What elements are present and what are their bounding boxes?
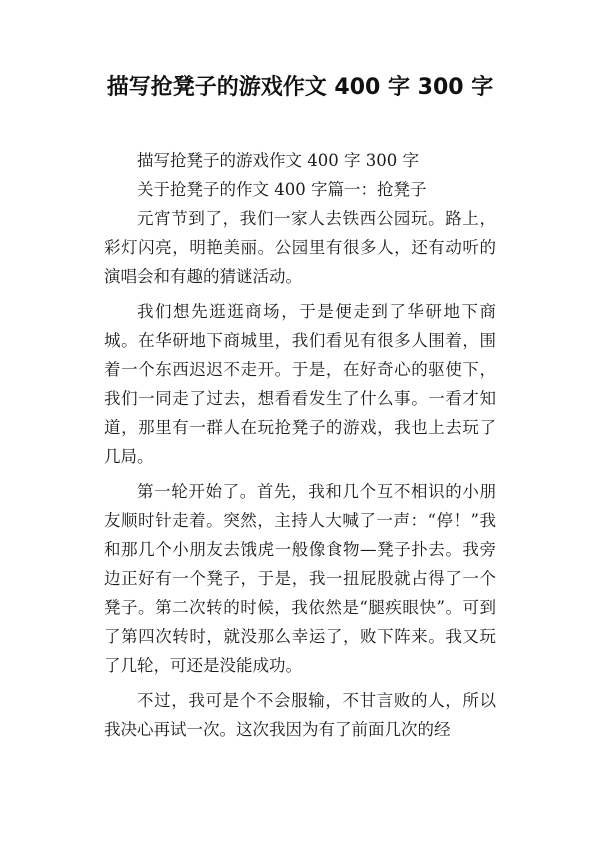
- paragraph: 不过，我可是个不会服输，不甘言败的人，所以我决心再试一次。这次我因为有了前面几次的经: [104, 691, 496, 739]
- document-title: 描写抢凳子的游戏作文 400 字 300 字: [106, 75, 494, 100]
- paragraph: 第一轮开始了。首先，我和几个互不相识的小朋友顺时针走着。突然，主持人大喊了一声：“停！”我和那几个小朋友去饿虎一般像食物—凳子扑去。我旁边正好有一个凳子，于是，我一扭屁股就占得了一个凳子。第二次转的时候，我依然是“腿疾眼快”。可到了第四次转时，就没那么幸运了，败下阵来。我又玩了几轮，可还是没能成功。: [104, 482, 496, 675]
- paragraph: 元宵节到了，我们一家人去铁西公园玩。路上，彩灯闪亮，明艳美丽。公园里有很多人，还有动听的演唱会和有趣的猜谜活动。: [104, 209, 496, 286]
- paragraph: 我们想先逛逛商场，于是便走到了华研地下商城。在华研地下商城里，我们看见有很多人围着，围着一个东西迟迟不走开。于是，在好奇心的驱使下，我们一同走了过去，想看看发生了什么事。一看才知道，那里有一群人在玩抢凳子的游戏，我也上去玩了几局。: [104, 302, 496, 466]
- intro-line-subtitle: 关于抢凳子的作文 400 字篇一：抢凳子: [137, 180, 427, 199]
- document-body: [104, 146, 496, 750]
- intro-line-title: 描写抢凳子的游戏作文 400 字 300 字: [137, 151, 419, 170]
